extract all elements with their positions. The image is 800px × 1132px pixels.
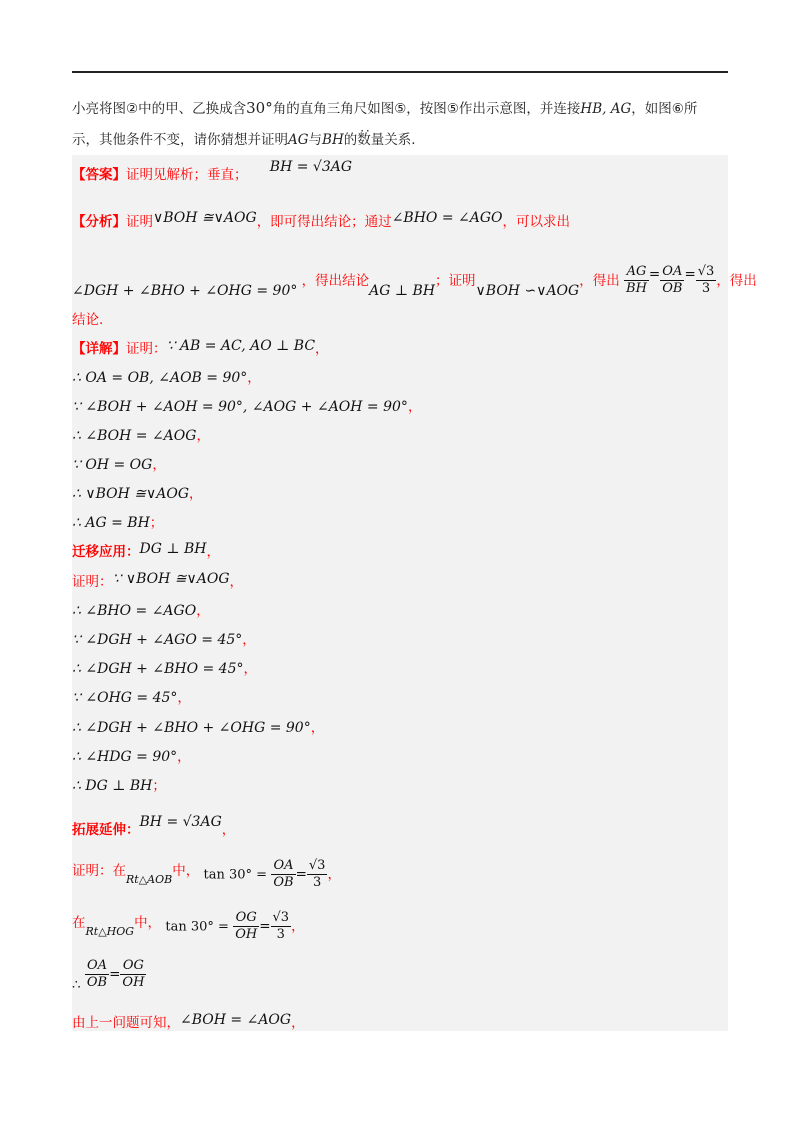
analysis-line-1: 【分析】证明∨BOH ≅∨AOG，即可得出结论；通过∠BHO = ∠AGO，可以求出 [72, 210, 571, 230]
header-rule [72, 71, 728, 73]
detail-line-5: ∴ ∨BOH ≅∨AOG， [72, 486, 203, 502]
transfer-line-3: ∴ ∠DGH + ∠BHO = 45°， [72, 661, 257, 677]
detail-line-3: ∴ ∠BOH = ∠AOG， [72, 428, 210, 444]
detail-line-2: ∵ ∠BOH + ∠AOH = 90°, ∠AOG + ∠AOH = 90°， [72, 399, 422, 415]
detail-line-4: ∵ OH = OG， [72, 457, 166, 473]
question-text: 小亮将图②中的甲、乙换成含30°角的直角三角尺如图⑤，按图⑤作出示意图，并连接HB, AG，如图⑥所 示，其他条件不变，请你猜想并证明AG与BH的· · 数量关系. [72, 94, 728, 150]
transfer-line-7: ∴ DG ⊥ BH； [72, 778, 166, 794]
transfer-line-1: ∴ ∠BHO = ∠AGO， [72, 603, 210, 619]
extend-heading: 拓展延伸：BH = √3AG， [72, 814, 236, 838]
transfer-line-0: 证明：∵ ∨BOH ≅∨AOG， [72, 571, 244, 590]
transfer-line-4: ∵ ∠OHG = 45°， [72, 690, 191, 706]
emphasis-dots: · · 数量 [357, 132, 384, 148]
analysis-line-3: 结论. [72, 312, 104, 328]
extend-line-3: ∴ $\frac{OA}{OB}$ = $\frac{OG}{OH}$ [72, 958, 145, 993]
answer-line: 【答案】证明见解析；垂直； BH = √3AG [72, 159, 353, 183]
transfer-line-6: ∴ ∠HDG = 90°， [72, 749, 191, 765]
detail-line-0: 【详解】证明：∵ AB = AC, AO ⊥ BC， [72, 338, 329, 357]
transfer-heading: 迁移应用：DG ⊥ BH， [72, 541, 220, 560]
transfer-line-5: ∴ ∠DGH + ∠BHO + ∠OHG = 90°， [72, 720, 325, 736]
extend-line-2: 在$_{Rt\triangle HOG}$中， tan 30° = $\frac{OG}{OH}$ = $\frac{√3}{3}$ ， [72, 910, 305, 942]
detail-line-1: ∴ OA = OB, ∠AOB = 90°， [72, 370, 261, 386]
extend-line-4: 由上一问题可知，∠BOH = ∠AOG， [72, 1012, 305, 1031]
detail-line-6: ∴ AG = BH； [72, 515, 164, 531]
analysis-line-2: ∠DGH + ∠BHO + ∠OHG = 90° ，得出结论AG ⊥ BH；证明∨BOH ∽∨AOG，得出 $\frac{AG}{BH}$ = $\frac{OA}{OB}$ = $\frac{√3}{3}$ ，得出 [72, 264, 757, 299]
transfer-line-2: ∵ ∠DGH + ∠AGO = 45°， [72, 632, 256, 648]
extend-line-1: 证明：在$_{Rt\triangle AOB}$中， tan 30° = $\frac{OA}{OB}$ = $\frac{√3}{3}$ ， [72, 858, 341, 890]
